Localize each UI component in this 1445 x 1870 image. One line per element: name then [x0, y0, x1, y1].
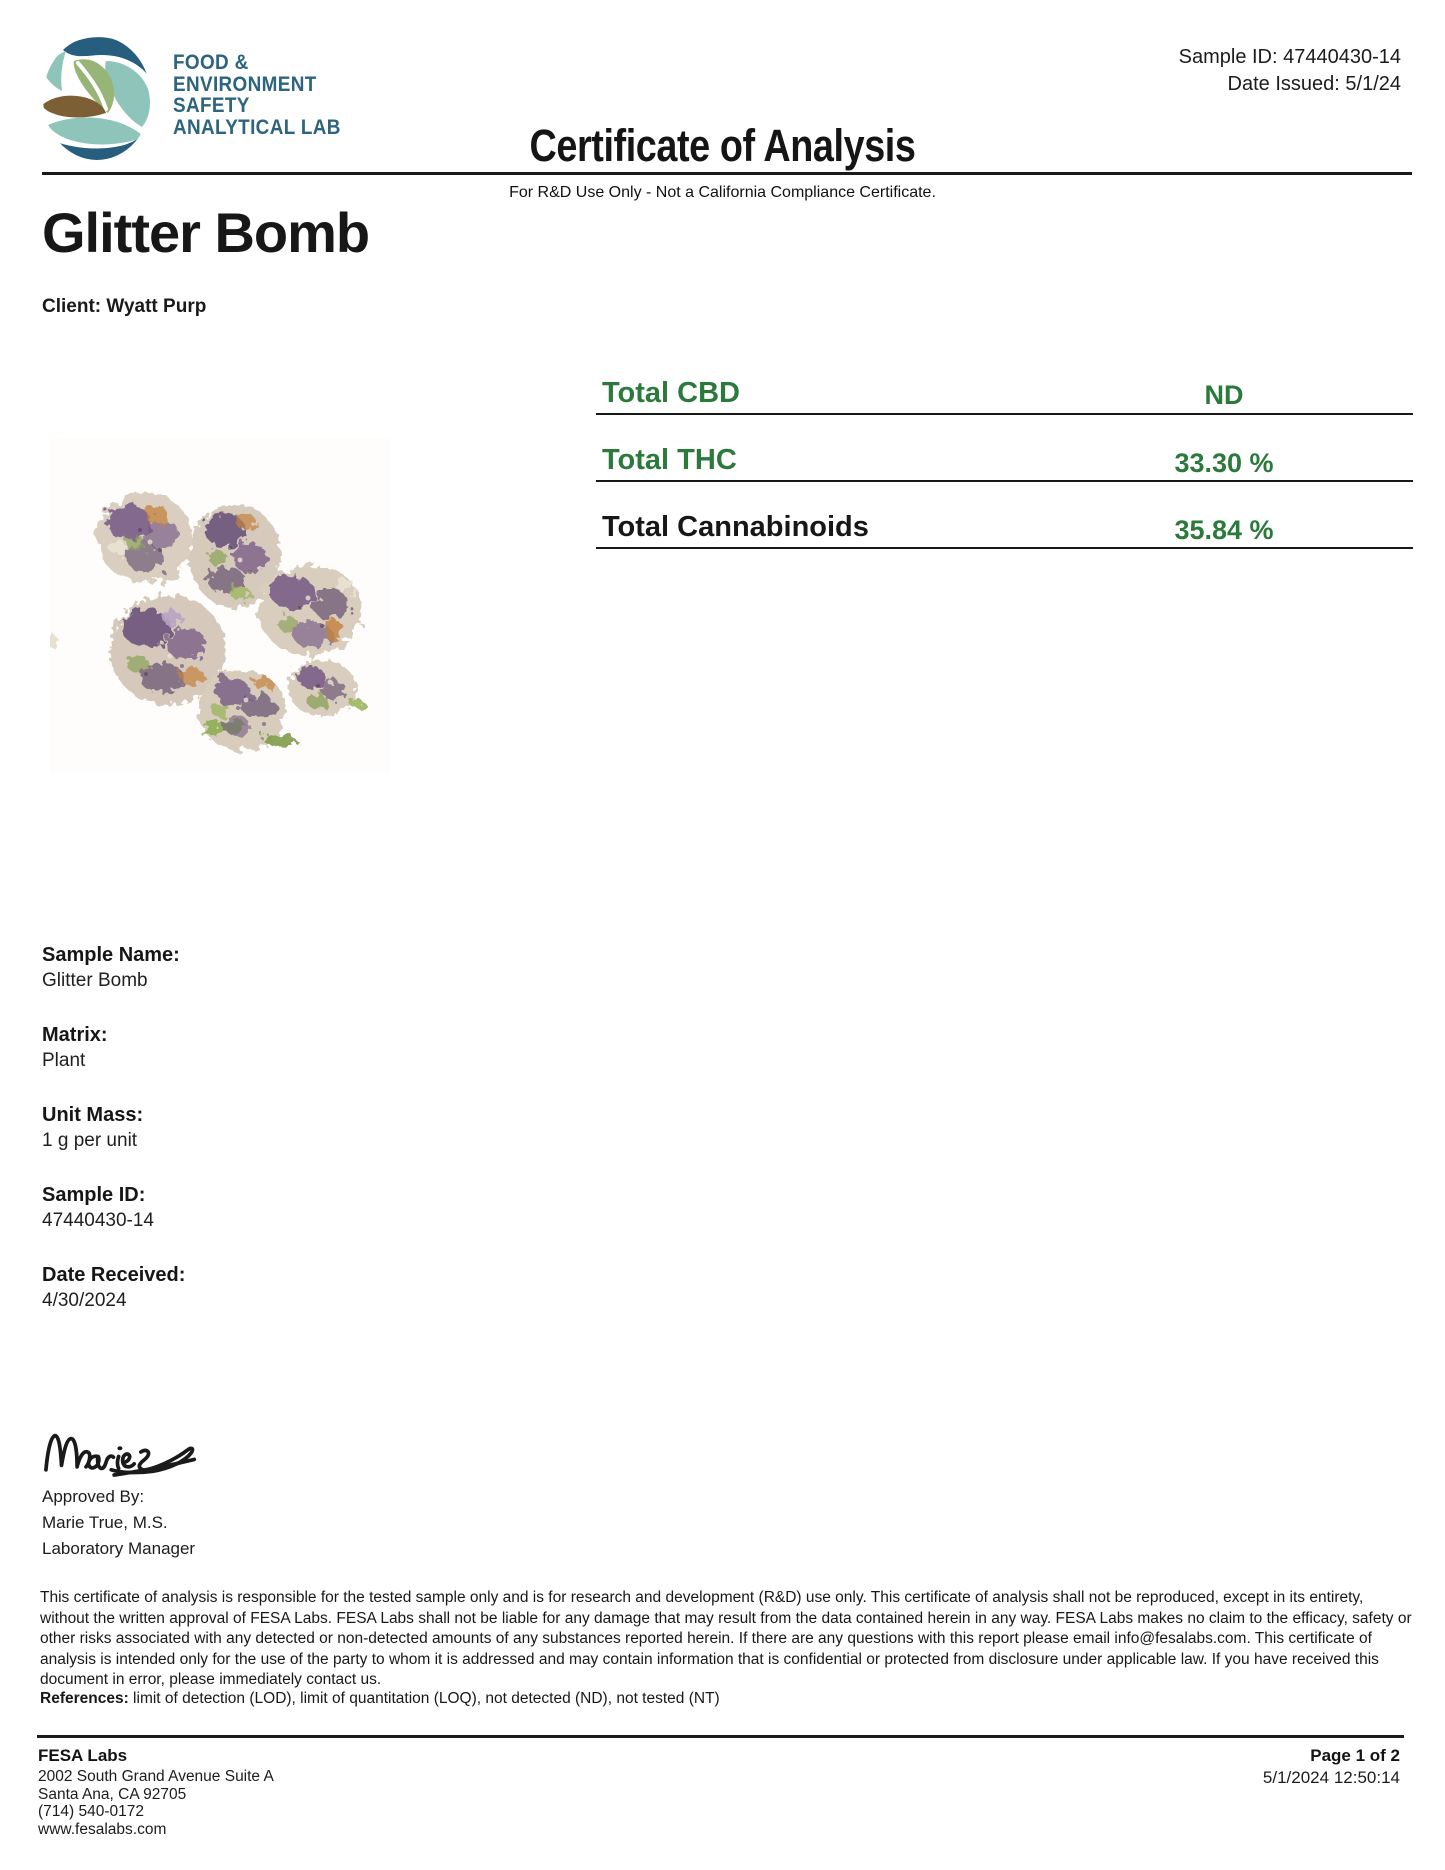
footer-website: www.fesalabs.com — [38, 1820, 167, 1838]
header-meta — [1179, 44, 1401, 98]
table-rule — [596, 547, 1413, 549]
summary-row-value: 33.30 % — [1174, 448, 1274, 478]
date-issued-line: Date Issued: 5/1/24 — [1227, 73, 1401, 95]
approver-name: Marie True, M.S. — [42, 1513, 168, 1532]
product-photo — [50, 438, 390, 773]
footer-address-line: Santa Ana, CA 92705 — [38, 1785, 187, 1803]
summary-row-label: Total CBD — [602, 377, 741, 409]
footer-datetime: 5/1/2024 12:50:14 — [1262, 1768, 1400, 1787]
table-rule — [596, 480, 1413, 482]
detail-group — [42, 1102, 402, 1154]
logo-line: FOOD & — [173, 51, 249, 74]
detail-label: Sample Name: — [42, 944, 180, 966]
approval-block — [42, 1484, 195, 1562]
detail-label: Sample ID: — [42, 1184, 146, 1206]
detail-value: 4/30/2024 — [42, 1290, 127, 1311]
summary-row-label: Total THC — [602, 444, 737, 476]
header-divider — [42, 172, 1412, 175]
footer-address-line: (714) 540-0172 — [38, 1803, 144, 1821]
logo-line: ENVIRONMENT — [173, 72, 317, 96]
approver-role: Laboratory Manager — [42, 1539, 196, 1558]
footer-page-number: Page 1 of 2 — [1310, 1746, 1400, 1765]
detail-value: Plant — [42, 1050, 86, 1071]
footer-lab-name: FESA Labs — [38, 1746, 128, 1765]
approved-by-label: Approved By: — [42, 1487, 145, 1506]
document-subtitle: For R&D Use Only - Not a California Compliance Certificate. — [509, 184, 936, 201]
detail-label: Date Received: — [42, 1264, 186, 1286]
references-text: limit of detection (LOD), limit of quantitation (LOQ), not detected (ND), not tested (NT) — [128, 1690, 720, 1707]
summary-row-label: Total Cannabinoids — [602, 511, 869, 543]
table-rule — [596, 413, 1413, 415]
detail-group — [42, 1262, 402, 1314]
logo-line: ANALYTICAL LAB — [173, 115, 341, 139]
document-title: Certificate of Analysis — [529, 120, 916, 171]
summary-row-value: ND — [1204, 380, 1244, 410]
footer-address-line: 2002 South Grand Avenue Suite A — [38, 1768, 274, 1785]
product-name-title: Glitter Bomb — [42, 201, 370, 264]
approver-signature — [40, 1422, 218, 1482]
detail-value: 1 g per unit — [42, 1130, 138, 1151]
detail-group — [42, 1182, 402, 1234]
detail-value: Glitter Bomb — [42, 970, 148, 991]
detail-group — [42, 942, 402, 994]
client-line: Client: Wyatt Purp — [42, 296, 207, 317]
footer-divider — [37, 1735, 1404, 1738]
summary-row-value: 35.84 % — [1174, 515, 1274, 545]
footer-address — [38, 1768, 274, 1838]
detail-value: 47440430-14 — [42, 1210, 154, 1231]
sample-details — [42, 942, 402, 1342]
sample-id-line: Sample ID: 47440430-14 — [1178, 46, 1401, 68]
logo-line: SAFETY — [173, 94, 250, 117]
disclaimer-text: This certificate of analysis is responsible for the tested sample only and is for research and development (R&D) use only. This certificate of analysis shall not be reproduced, except in its entirety, without the written approval of FESA Labs. FESA Labs shall not be liable for any damage that may result from the data contained herein in any way. FESA Labs makes no claim to the efficacy, safety or other risks associated with any detected or non-detected amounts of any substances reported herein. If there are any questions with this report please email info@fesalabs.com. This certificate of analysis is intended only for the use of the party to whom it is addressed and may contain information that is confidential or protected from disclosure under applicable law. If you have received this document in error, please immediately contact us. — [40, 1589, 1412, 1688]
detail-label: Unit Mass: — [42, 1104, 144, 1126]
references-line — [40, 1690, 1414, 1708]
detail-label: Matrix: — [42, 1024, 108, 1046]
references-label: References: — [40, 1690, 129, 1707]
detail-group — [42, 1022, 402, 1074]
